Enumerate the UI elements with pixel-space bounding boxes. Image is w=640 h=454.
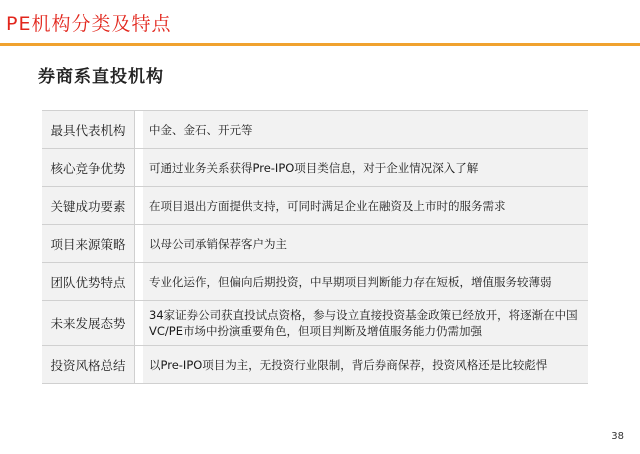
table-row: [42, 346, 588, 384]
row-value: 以Pre-IPO项目为主，无投资行业限制，背后券商保荐，投资风格还是比较彪悍: [143, 346, 588, 383]
row-label: 核心竞争优势: [42, 149, 134, 186]
table-row: [42, 111, 588, 149]
table-row: [42, 263, 588, 301]
row-value: 可通过业务关系获得Pre-IPO项目类信息，对于企业情况深入了解: [143, 149, 588, 186]
row-value: 中金、金石、开元等: [143, 111, 588, 148]
page-number: 38: [611, 431, 624, 442]
row-label: 团队优势特点: [42, 263, 134, 300]
row-label: 投资风格总结: [42, 346, 134, 383]
section-title: 券商系直投机构: [38, 67, 164, 87]
row-value: 34家证券公司获直投试点资格，参与设立直接投资基金政策已经放开，将逐渐在中国VC/PE市场中扮演重要角色，但项目判断及增值服务能力仍需加强: [143, 301, 588, 345]
row-label: 未来发展态势: [42, 301, 134, 345]
row-value: 专业化运作，但偏向后期投资，中早期项目判断能力存在短板，增值服务较薄弱: [143, 263, 588, 300]
row-value: 在项目退出方面提供支持，可同时满足企业在融资及上市时的服务需求: [143, 187, 588, 224]
table-row: [42, 301, 588, 346]
row-label: 最具代表机构: [42, 111, 134, 148]
table-row: [42, 187, 588, 225]
table-row: [42, 149, 588, 187]
row-label: 项目来源策略: [42, 225, 134, 262]
row-value: 以母公司承销保荐客户为主: [143, 225, 588, 262]
table-row: [42, 225, 588, 263]
feature-table: [42, 110, 588, 384]
row-label: 关键成功要素: [42, 187, 134, 224]
title-divider: [0, 43, 640, 46]
page-title: PE机构分类及特点: [6, 13, 172, 35]
